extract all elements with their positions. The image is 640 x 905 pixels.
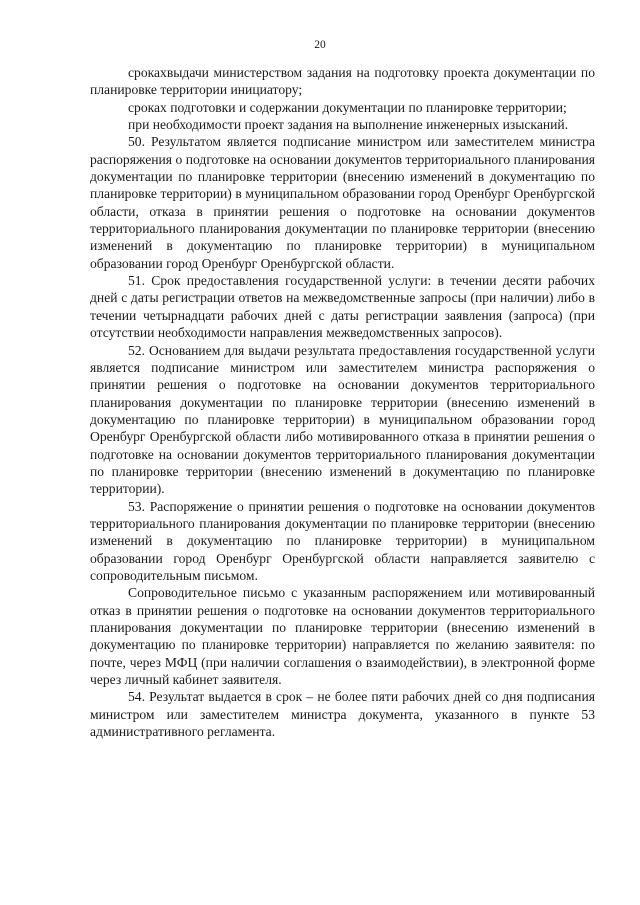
paragraph-52-grounds: 52. Основанием для выдачи результата предоставления государственной услуги является подписание министром или заместителем министра распоряжения о принятии решения о подготовке на основании документов территориального планирования документации по планировке территории (внесению изменений в документацию по планировке территории) в муниципальном образовании город Оренбург Оренбургской области либо мотивированного отказа в принятии решения о подготовке на основании документов территориального планирования документации по планировке территории (внесению изменений в документацию по планировке территории). [90, 342, 595, 497]
paragraph-deadline-preparation: сроках подготовки и содержании документации по планировке территории; [128, 99, 567, 115]
document-body [90, 64, 595, 740]
page-number: 20 [314, 39, 326, 51]
paragraph-deadline-issue-task: срокахвыдачи министерством задания на подготовку проекта документации по планировке территории инициатору; [90, 65, 595, 98]
paragraph-50-result: 50. Результатом является подписание министром или заместителем министра распоряжения о подготовке на основании документов территориального планирования документации по планировке территории (внесению изменений в документацию по планировке территории) в муниципальном образовании город Оренбург Оренбургской области, отказа в принятии решения о подготовке на основании документов территориального планирования документации по планировке территории (внесению изменений в документацию по планировке территории) в муниципальном образовании город Оренбург Оренбургской области. [90, 134, 595, 271]
paragraph-51-service-term: 51. Срок предоставления государственной услуги: в течении десяти рабочих дней с даты регистрации ответов на межведомственные запросы (при наличии) либо в течении четырнадцати рабочих дней с даты регистрации заявления (запроса) (при отсутствии необходимости направления межведомственных запросов). [90, 273, 595, 341]
paragraph-cover-letter: Сопроводительное письмо с указанным распоряжением или мотивированный отказ в принятии решения о подготовке на основании документов территориального планирования документации по планировке территории (внесению изменений в документацию по планировке территории) направляется по желанию заявителя: по почте, через МФЦ (при наличии соглашения о взаимодействии), в электронной форме через личный кабинет заявителя. [90, 585, 595, 688]
paragraph-53-order-sending: 53. Распоряжение о принятии решения о подготовке на основании документов территориального планирования документации по планировке территории (внесению изменений в документацию по планировке территории) в муниципальном образовании город Оренбург Оренбургской области направляется заявителю с сопроводительным письмом. [90, 498, 595, 583]
paragraph-54-issue-term: 54. Результат выдается в срок – не более пяти рабочих дней со дня подписания министром или заместителем министра документа, указанного в пункте 53 административного регламента. [90, 689, 595, 740]
paragraph-engineering-surveys: при необходимости проект задания на выполнение инженерных изысканий. [128, 117, 569, 133]
